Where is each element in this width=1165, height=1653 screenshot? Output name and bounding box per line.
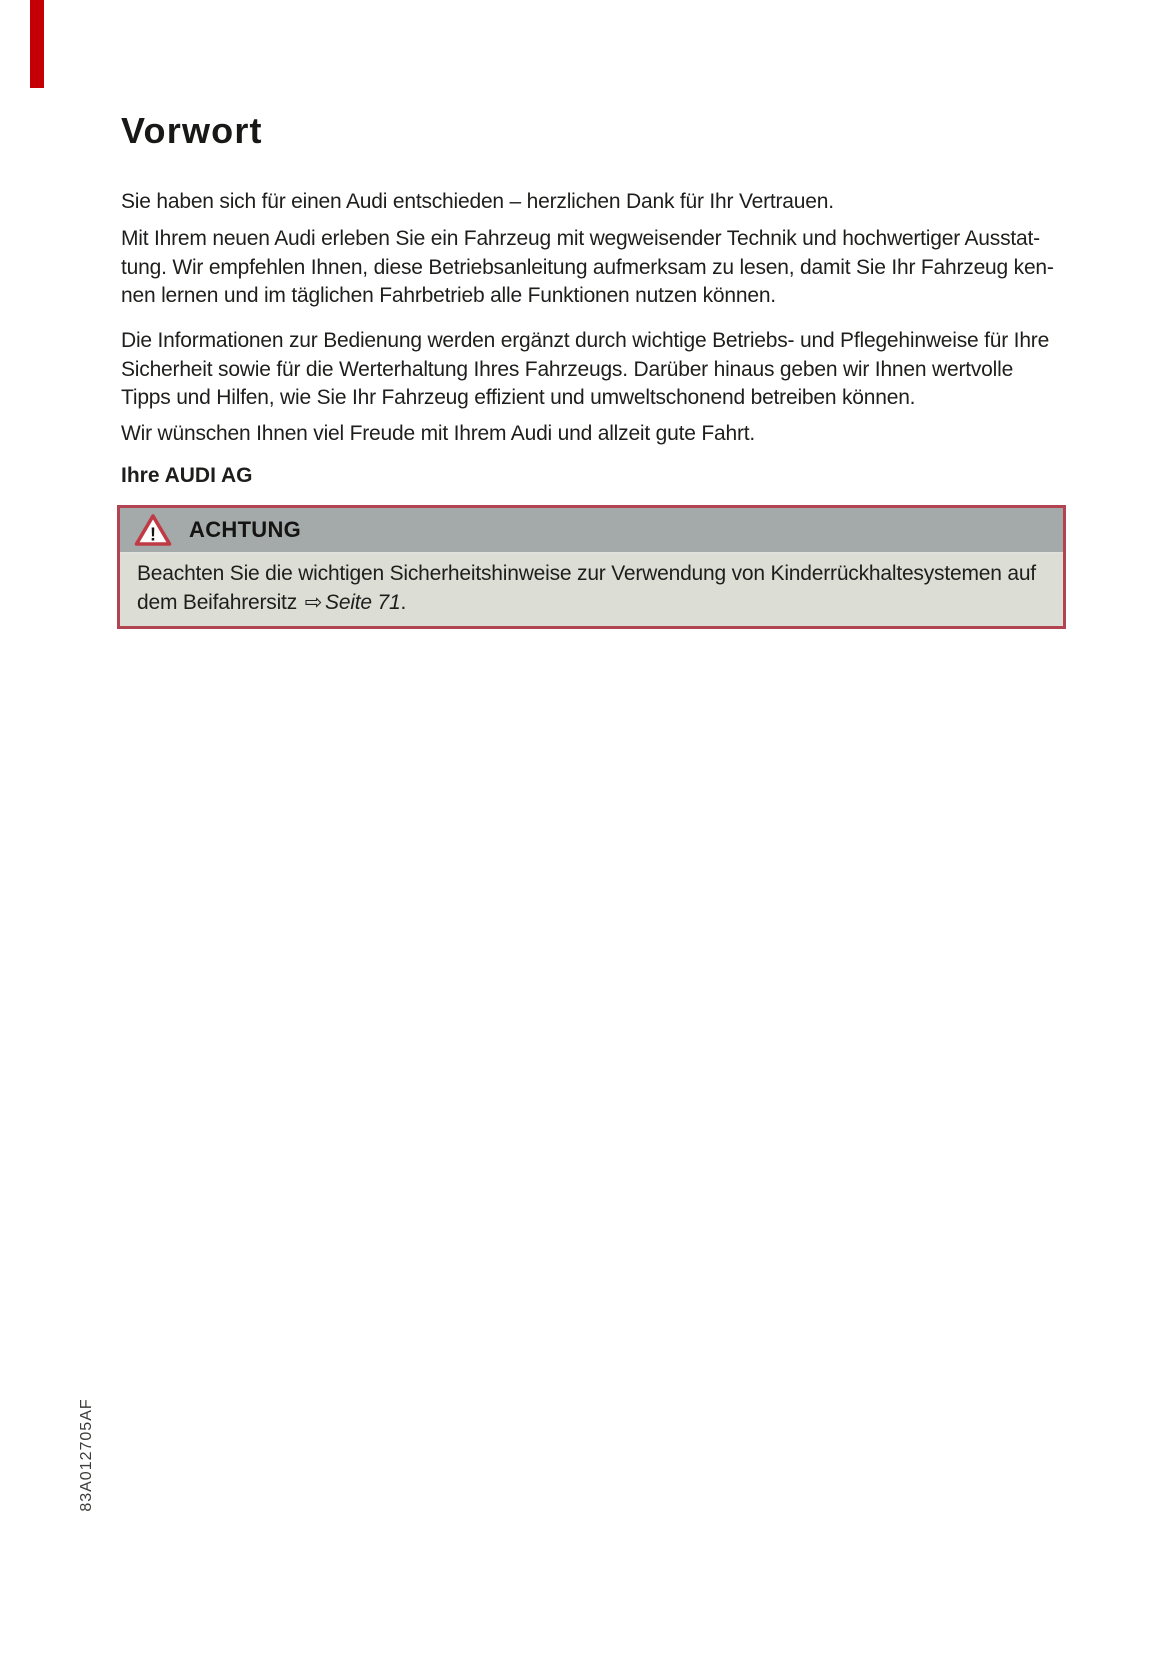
- paragraph-line: Sicherheit sowie für die Werterhaltung Ihres Fahrzeugs. Darüber hinaus geben wir Ihnen wertvolle: [121, 357, 1014, 381]
- paragraph-line: Tipps und Hilfen, wie Sie Ihr Fahrzeug effizient und umweltschonend betreiben können.: [121, 386, 916, 409]
- red-index-tab: [30, 0, 44, 88]
- paragraph-line: nen lernen und im täglichen Fahrbetrieb alle Funktionen nutzen können.: [121, 284, 776, 307]
- signature-line: Ihre AUDI AG: [121, 464, 253, 487]
- cross-reference-arrow-icon: ⇨: [304, 590, 323, 614]
- warning-box: [117, 505, 1066, 629]
- warning-title: ACHTUNG: [189, 517, 302, 542]
- warning-triangle-icon: [134, 513, 172, 547]
- paragraph-intro: [121, 188, 834, 217]
- cross-reference: Seite 71: [325, 591, 401, 614]
- warning-header: [120, 508, 1063, 554]
- warning-text-line: [137, 588, 1046, 617]
- paragraph-wishes: [121, 420, 755, 449]
- paragraph-line: Sie haben sich für einen Audi entschieden – herzlichen Dank für Ihr Vertrauen.: [121, 190, 834, 213]
- paragraph-line: Mit Ihrem neuen Audi erleben Sie ein Fahrzeug mit wegweisender Technik und hochwertiger Ausstat-: [121, 227, 1040, 250]
- paragraph-new-audi: [121, 225, 1054, 311]
- page-title: Vorwort: [121, 110, 263, 151]
- paragraph-line: Die Informationen zur Bedienung werden ergänzt durch wichtige Betriebs- und Pflegehinweise für Ihre: [121, 329, 1050, 352]
- paragraph-line: Wir wünschen Ihnen viel Freude mit Ihrem Audi und allzeit gute Fahrt.: [121, 422, 756, 445]
- paragraph-information: [121, 327, 1049, 413]
- warning-text-line: Beachten Sie die wichtigen Sicherheitshinweise zur Verwendung von Kinderrückhaltesystemen auf: [137, 562, 1036, 585]
- warning-text-part: dem Beifahrersitz: [137, 591, 297, 614]
- paragraph-line: tung. Wir empfehlen Ihnen, diese Betriebsanleitung aufmerksam zu lesen, damit Sie Ihr Fahrzeug ken-: [121, 255, 1054, 279]
- side-code: 83A012705AF: [78, 1398, 95, 1512]
- exclamation-glyph: !: [150, 524, 156, 545]
- warning-body: [120, 554, 1063, 626]
- sentence-period: .: [400, 591, 407, 614]
